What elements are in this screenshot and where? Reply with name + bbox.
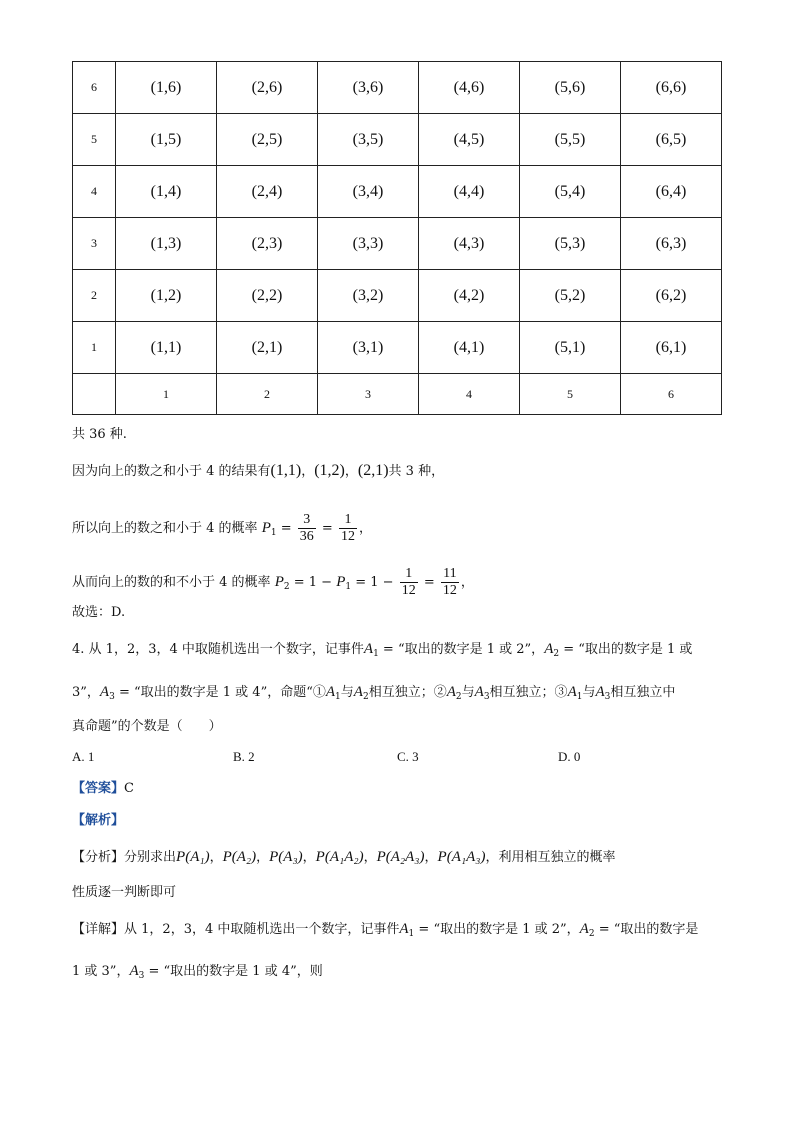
xiangjie-tag: 【详解】 — [72, 922, 125, 937]
column-label: 6 — [621, 374, 722, 415]
fenxi-tag: 【分析】 — [72, 850, 125, 865]
choose-line: 故选：D. — [72, 605, 126, 620]
outcome-cell: (3,6) — [318, 62, 419, 114]
question4-line3: 真命题”的个数是（ ） — [72, 719, 222, 734]
outcome-cell: (2,3) — [217, 218, 318, 270]
outcome-cell: (6,2) — [621, 270, 722, 322]
fraction-1-12: $\frac{1}{12}$ — [340, 512, 355, 544]
fraction-3-36: $\frac{3}{36}$ — [299, 512, 314, 544]
table-row — [73, 322, 722, 374]
table-row — [73, 270, 722, 322]
probability-p2-line: 从而向上的数的和不小于 4 的概率 $P_2 = 1 - P_1 = 1$ − $\frac{1}{12}$ = $\frac{11}{12}$ ， — [72, 566, 474, 598]
outcome-cell: (2,1) — [217, 322, 318, 374]
corner-cell — [73, 374, 116, 415]
question4-line2: 3”，$A_3$ = “取出的数字是 1 或 4”，命题“$①A_1$与$A_2$相互独立；$②A_2$与$A_3$相互独立；$③A_1$与$A_3$相互独立中 — [72, 684, 676, 702]
fraction-1-12-b: $\frac{1}{12}$ — [401, 566, 416, 598]
option-c: C. 3 — [397, 749, 419, 764]
row-label: 2 — [73, 270, 116, 322]
option-d: D. 0 — [558, 749, 581, 764]
outcome-cell: (5,4) — [520, 166, 621, 218]
outcome-cell: (2,6) — [217, 62, 318, 114]
total-line: 共 36 种. — [72, 427, 127, 442]
outcome-cell: (4,1) — [419, 322, 520, 374]
outcome-cell: (4,6) — [419, 62, 520, 114]
small-sum-line: 因为向上的数之和小于 4 的结果有(1,1)，(1,2)，(2,1)共 3 种， — [72, 462, 445, 479]
column-label: 5 — [520, 374, 621, 415]
question4-line1: 4. 从 1，2，3，4 中取随机选出一个数字，记事件$A_1$ = “取出的数字是 1 或 2”，$A_2$ = “取出的数字是 1 或 — [72, 641, 693, 659]
outcome-cell: (3,5) — [318, 114, 419, 166]
outcome-cell: (4,5) — [419, 114, 520, 166]
answer-line — [72, 780, 134, 798]
row-label: 5 — [73, 114, 116, 166]
outcome-cell: (1,3) — [116, 218, 217, 270]
answer-tag: 【答案】 — [72, 781, 125, 796]
outcome-cell: (6,5) — [621, 114, 722, 166]
table-row — [73, 166, 722, 218]
column-label: 2 — [217, 374, 318, 415]
table-row — [73, 374, 722, 415]
row-label: 4 — [73, 166, 116, 218]
outcome-cell: (6,4) — [621, 166, 722, 218]
analysis-tag: 【解析】 — [72, 813, 125, 828]
column-label: 1 — [116, 374, 217, 415]
option-a: A. 1 — [72, 749, 95, 764]
outcome-cell: (5,2) — [520, 270, 621, 322]
answer-value: C — [124, 781, 134, 796]
column-label: 4 — [419, 374, 520, 415]
table-row — [73, 114, 722, 166]
outcome-cell: (1,4) — [116, 166, 217, 218]
outcome-cell: (1,2) — [116, 270, 217, 322]
option-b: B. 2 — [233, 749, 255, 764]
analysis-line — [72, 812, 124, 830]
outcome-cell: (5,3) — [520, 218, 621, 270]
outcome-cell: (6,6) — [621, 62, 722, 114]
outcome-cell: (6,1) — [621, 322, 722, 374]
outcome-cell: (2,2) — [217, 270, 318, 322]
outcome-cell: (1,1) — [116, 322, 217, 374]
table-row — [73, 62, 722, 114]
fenxi-line2: 性质逐一判断即可 — [72, 885, 177, 900]
fraction-11-12: $\frac{11}{12}$ — [442, 566, 457, 598]
outcome-cell: (4,2) — [419, 270, 520, 322]
fenxi-line1: 【分析】分别求出P(A₁)，P(A₂)，P(A₃)，P(A₁A₂)，P(A₂A₃)，P(A₁A₃)，利用相互独立的概率 — [72, 849, 616, 865]
outcome-cell: (1,6) — [116, 62, 217, 114]
outcome-cell: (3,2) — [318, 270, 419, 322]
outcome-cell: (4,3) — [419, 218, 520, 270]
xiangjie-line1: 【详解】从 1，2，3，4 中取随机选出一个数字，记事件$A_1$ = “取出的数字是 1 或 2”，$A_2$ = “取出的数字是 — [72, 921, 699, 939]
outcome-cell: (6,3) — [621, 218, 722, 270]
table-row — [73, 218, 722, 270]
outcome-cell: (5,5) — [520, 114, 621, 166]
outcome-cell: (3,3) — [318, 218, 419, 270]
row-label: 3 — [73, 218, 116, 270]
outcome-cell: (2,5) — [217, 114, 318, 166]
outcome-cell: (1,5) — [116, 114, 217, 166]
row-label: 6 — [73, 62, 116, 114]
outcome-cell: (3,1) — [318, 322, 419, 374]
xiangjie-line2: 1 或 3”，$A_3$ = “取出的数字是 1 或 4”，则 — [72, 963, 323, 981]
outcome-cell: (4,4) — [419, 166, 520, 218]
dice-outcome-table — [72, 61, 722, 415]
outcome-cell: (3,4) — [318, 166, 419, 218]
outcome-cell: (5,6) — [520, 62, 621, 114]
probability-p1-line: 所以向上的数之和小于 4 的概率 $P_1$ = $\frac{3}{36}$ = $\frac{1}{12}$ ， — [72, 512, 372, 544]
row-label: 1 — [73, 322, 116, 374]
outcome-cell: (5,1) — [520, 322, 621, 374]
column-label: 3 — [318, 374, 419, 415]
outcome-cell: (2,4) — [217, 166, 318, 218]
